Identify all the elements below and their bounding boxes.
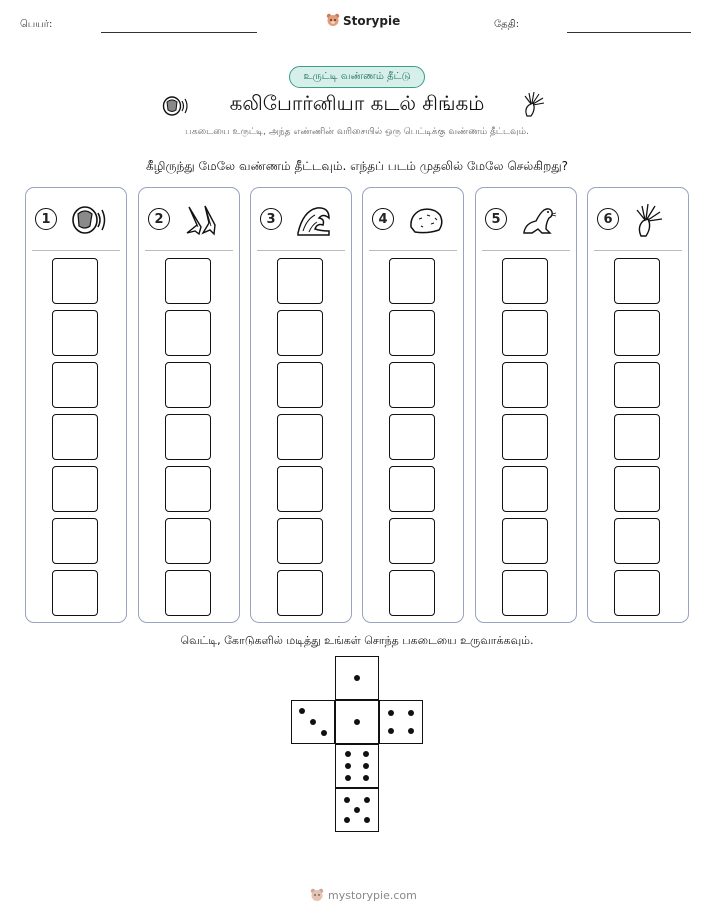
column-divider (594, 250, 682, 251)
color-box[interactable] (277, 570, 323, 616)
column-divider (32, 250, 120, 251)
color-box[interactable] (277, 310, 323, 356)
page-title: கலிபோர்னியா கடல் சிங்கம் (229, 91, 485, 115)
bear-logo-icon (326, 13, 340, 28)
question-text: கீழிருந்து மேலே வண்ணம் தீட்டவும். எந்தப் படம் முதலில் மேலே செல்கிறது? (145, 159, 569, 173)
column-divider (145, 250, 233, 251)
color-box[interactable] (277, 518, 323, 564)
die-pip (345, 751, 351, 757)
die-face-6 (335, 744, 379, 788)
die-pip (364, 797, 370, 803)
color-box[interactable] (165, 466, 211, 512)
color-box[interactable] (502, 310, 548, 356)
color-box[interactable] (277, 466, 323, 512)
color-box[interactable] (614, 310, 660, 356)
color-box[interactable] (165, 518, 211, 564)
column-divider (257, 250, 345, 251)
die-pip (408, 710, 414, 716)
color-box[interactable] (614, 518, 660, 564)
color-box[interactable] (165, 258, 211, 304)
name-line (101, 32, 257, 33)
color-box[interactable] (502, 362, 548, 408)
color-box[interactable] (614, 414, 660, 460)
column-header (363, 188, 463, 248)
color-box[interactable] (389, 310, 435, 356)
die-face-4 (379, 700, 423, 744)
die-pip (354, 719, 360, 725)
die-column-1 (25, 187, 127, 623)
color-box[interactable] (52, 466, 98, 512)
cut-instruction: வெட்டி, கோடுகளில் மடித்து உங்கள் சொந்த பகடையை உருவாக்கவும். (180, 634, 534, 647)
die-pip (345, 763, 351, 769)
roaring-mouth-icon (70, 201, 108, 239)
color-box[interactable] (614, 466, 660, 512)
color-box[interactable] (502, 466, 548, 512)
footer-url: mystorypie.com (328, 889, 417, 902)
rock-icon (407, 201, 445, 239)
die-pip (344, 817, 350, 823)
die-pip (408, 728, 414, 734)
column-number: 5 (485, 208, 507, 230)
color-box[interactable] (389, 258, 435, 304)
color-box[interactable] (389, 518, 435, 564)
activity-pill: உருட்டி வண்ணம் தீட்டு (289, 66, 425, 88)
color-box[interactable] (165, 570, 211, 616)
column-number: 3 (260, 208, 282, 230)
die-face-1 (335, 656, 379, 700)
date-label: தேதி: (494, 19, 520, 30)
color-box[interactable] (502, 570, 548, 616)
die-pip (321, 730, 327, 736)
color-box[interactable] (389, 362, 435, 408)
column-header (251, 188, 351, 248)
column-number: 1 (35, 208, 57, 230)
die-column-3 (250, 187, 352, 623)
color-box[interactable] (277, 258, 323, 304)
flippers-icon (183, 201, 221, 239)
sea-anemone-icon (521, 89, 547, 119)
color-box[interactable] (389, 570, 435, 616)
die-pip (388, 710, 394, 716)
name-label: பெயர்: (20, 19, 53, 30)
sea-lion-icon (520, 201, 558, 239)
color-box[interactable] (52, 570, 98, 616)
die-pip (364, 817, 370, 823)
die-column-2 (138, 187, 240, 623)
color-box[interactable] (52, 518, 98, 564)
die-pip (345, 775, 351, 781)
die-pip (310, 719, 316, 725)
column-number: 6 (597, 208, 619, 230)
bear-logo-icon (310, 888, 324, 903)
column-header (139, 188, 239, 248)
color-box[interactable] (614, 570, 660, 616)
color-box[interactable] (614, 362, 660, 408)
column-divider (482, 250, 570, 251)
footer (310, 888, 417, 903)
die-column-4 (362, 187, 464, 623)
color-box[interactable] (502, 518, 548, 564)
color-box[interactable] (52, 414, 98, 460)
instructions-text: பகடையை உருட்டி, அந்த எண்ணின் வரிசையில் ஒரு பெட்டிக்கு வண்ணம் தீட்டவும். (185, 127, 529, 137)
color-box[interactable] (52, 310, 98, 356)
die-pip (363, 775, 369, 781)
brand-logo (326, 13, 400, 28)
color-box[interactable] (52, 362, 98, 408)
wave-icon (295, 201, 333, 239)
die-column-5 (475, 187, 577, 623)
color-box[interactable] (165, 414, 211, 460)
die-pip (354, 807, 360, 813)
column-number: 4 (372, 208, 394, 230)
sea-anemone-icon (632, 201, 670, 239)
color-box[interactable] (165, 362, 211, 408)
die-face-3 (291, 700, 335, 744)
column-header (26, 188, 126, 248)
color-box[interactable] (389, 466, 435, 512)
brand-name: Storypie (343, 13, 401, 28)
column-number: 2 (148, 208, 170, 230)
die-pip (344, 797, 350, 803)
die-face-1 (335, 700, 379, 744)
color-box[interactable] (165, 310, 211, 356)
color-box[interactable] (502, 258, 548, 304)
die-pip (363, 751, 369, 757)
column-header (476, 188, 576, 248)
color-box[interactable] (502, 414, 548, 460)
color-box[interactable] (277, 362, 323, 408)
color-box[interactable] (277, 414, 323, 460)
color-box[interactable] (614, 258, 660, 304)
color-box[interactable] (389, 414, 435, 460)
color-box[interactable] (52, 258, 98, 304)
die-pip (388, 728, 394, 734)
die-pip (354, 675, 360, 681)
die-pip (363, 763, 369, 769)
column-divider (369, 250, 457, 251)
date-line (567, 32, 691, 33)
die-face-5 (335, 788, 379, 832)
column-header (588, 188, 688, 248)
die-column-6 (587, 187, 689, 623)
die-pip (299, 708, 305, 714)
